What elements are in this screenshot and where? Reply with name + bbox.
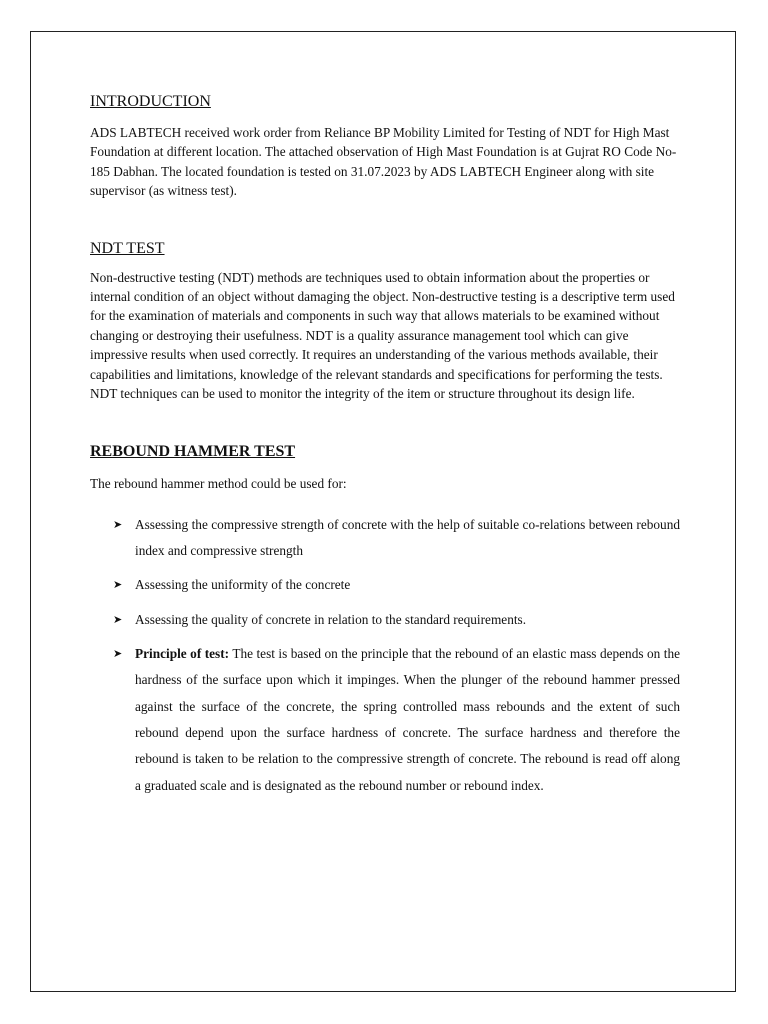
arrowhead-bullet-icon: ➤ [113, 648, 123, 661]
list-item [90, 512, 680, 565]
ndt-test-heading: NDT TEST [90, 239, 165, 257]
rebound-uses-list [90, 512, 680, 799]
principle-of-test-item [90, 641, 680, 799]
document-body [90, 92, 680, 807]
rebound-hammer-heading: REBOUND HAMMER TEST [90, 443, 296, 461]
arrowhead-bullet-icon: ➤ [113, 518, 123, 531]
introduction-paragraph: ADS LABTECH received work order from Reliance BP Mobility Limited for Testing of NDT for High Mast Foundation at different location. The attached observation of High Mast Foundation is at Gujrat RO Code No- 185 Dabhan. The located foundation is tested on 31.07.2023 by ADS LABTECH Engineer along with site supervisor (as witness test). [90, 125, 677, 199]
rebound-hammer-intro: The rebound hammer method could be used for: [90, 476, 347, 492]
list-item-text: Assessing the uniformity of the concrete [135, 577, 351, 593]
principle-label: Principle of test: [135, 646, 230, 662]
list-item-text: Assessing the compressive strength of concrete with the help of suitable co-relations between rebound index and compressive strength [135, 516, 680, 559]
principle-text: The test is based on the principle that the rebound of an elastic mass depends on the hardness of the surface upon which it impinges. When the plunger of the rebound hammer pressed against the surface of the concrete, the spring controlled mass rebounds and the extent of such rebound depend upon the surface hardness of concrete. The surface hardness and therefore the rebound is taken to be relation to the compressive strength of concrete. The rebound is read off along a graduated scale and is designated as the rebound number or rebound index. [135, 646, 681, 793]
list-item [90, 572, 680, 598]
ndt-test-paragraph: Non-destructive testing (NDT) methods are techniques used to obtain information about the properties or internal condition of an object without damaging the object. Non-destructive testing is a descriptive term used for the examination of materials and components in such way that allows materials to be examined without changing or destroying their usefulness. NDT is a quality assurance management tool which can give impressive results when used correctly. It requires an understanding of the various methods available, their capabilities and limitations, knowledge of the relevant standards and specifications for performing the tests. NDT techniques can be used to monitor the integrity of the item or structure throughout its design life. [90, 269, 675, 402]
list-item [90, 607, 680, 633]
arrowhead-bullet-icon: ➤ [113, 579, 123, 592]
arrowhead-bullet-icon: ➤ [113, 613, 123, 626]
list-item-text: Assessing the quality of concrete in relation to the standard requirements. [135, 611, 527, 627]
introduction-heading: INTRODUCTION [90, 93, 211, 110]
